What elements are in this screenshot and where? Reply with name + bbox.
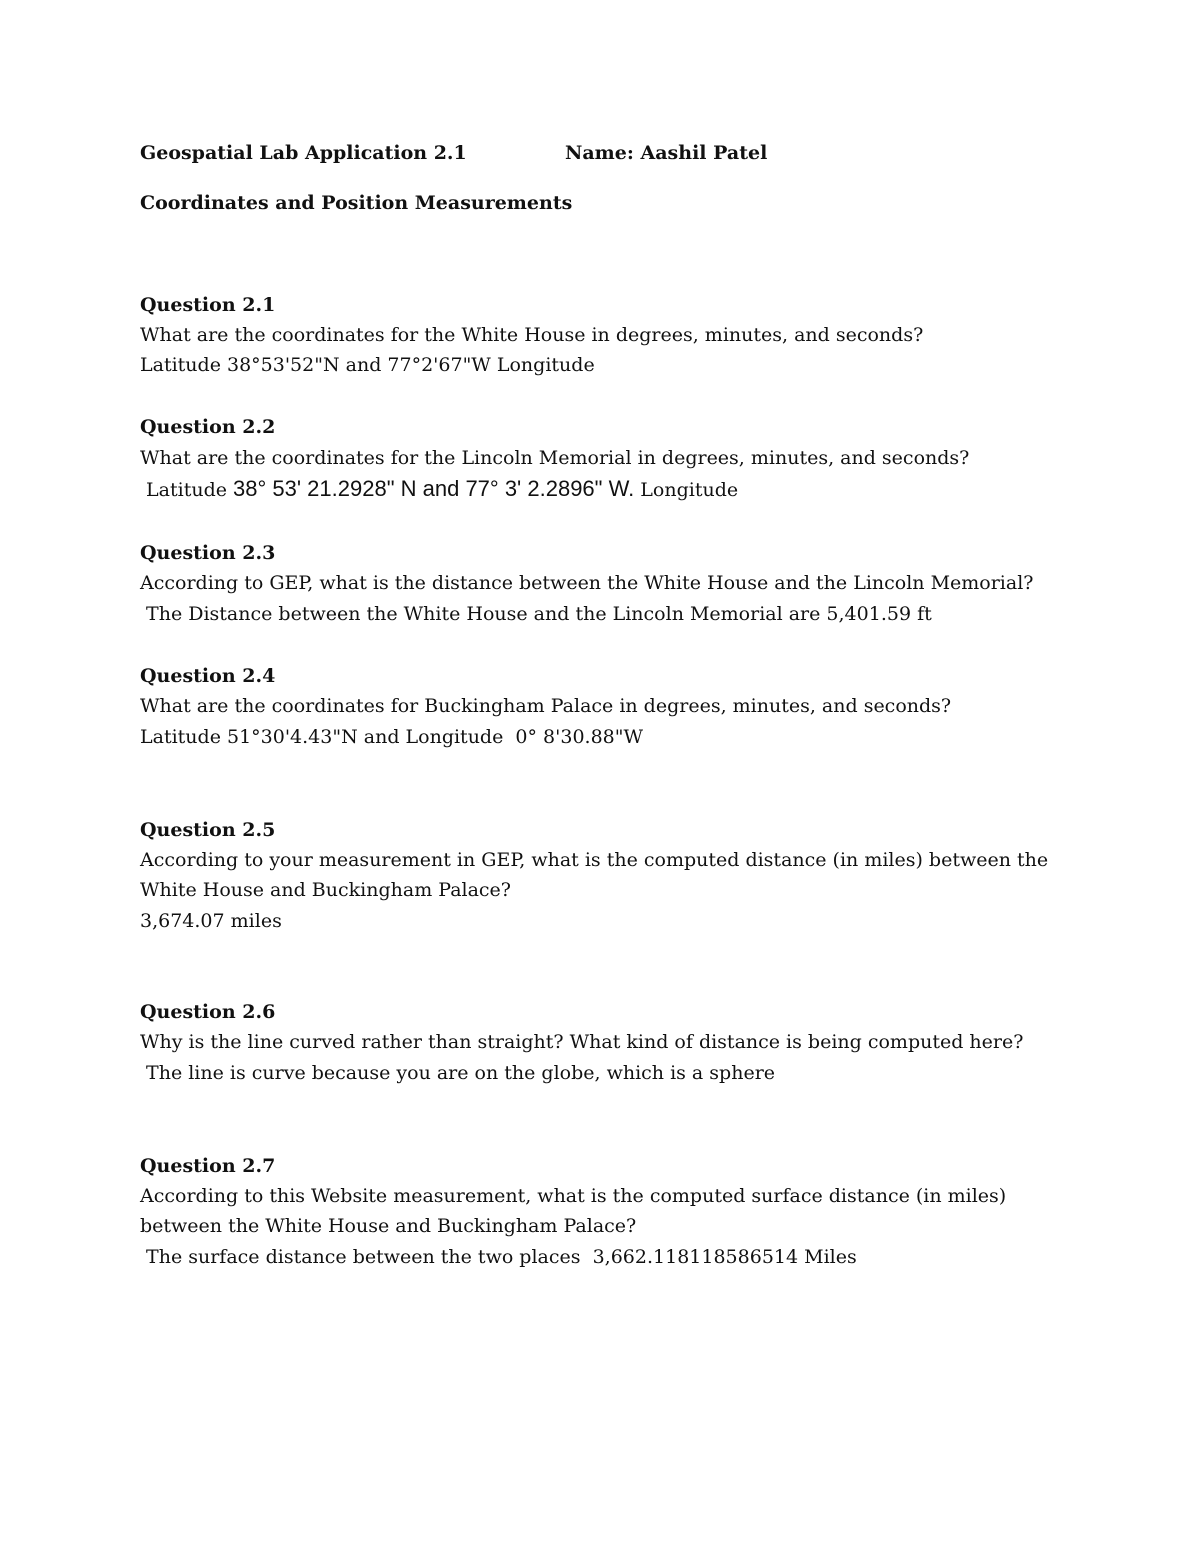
question-2-2-prompt: What are the coordinates for the Lincoln Memorial in degrees, minutes, and seconds? bbox=[140, 447, 970, 469]
question-2-6-answer: The line is curve because you are on the globe, which is a sphere bbox=[140, 1062, 776, 1084]
question-2-7-prompt-line1: According to this Website measurement, what is the computed surface distance (in miles) bbox=[140, 1185, 1007, 1207]
question-2-3-heading: Question 2.3 bbox=[140, 542, 276, 564]
question-2-2-heading: Question 2.2 bbox=[140, 416, 276, 438]
question-2-2-answer-suffix: Longitude bbox=[634, 479, 739, 501]
question-2-3-answer: The Distance between the White House and the Lincoln Memorial are 5,401.59 ft bbox=[140, 603, 932, 625]
question-2-1-prompt: What are the coordinates for the White House in degrees, minutes, and seconds? bbox=[140, 324, 924, 346]
question-2-2-answer-prefix: Latitude bbox=[140, 479, 234, 501]
question-2-7-prompt-line2: between the White House and Buckingham Palace? bbox=[140, 1215, 637, 1237]
question-2-1-answer: Latitude 38°53'52"N and 77°2'67"W Longitude bbox=[140, 354, 595, 376]
lab-title: Geospatial Lab Application 2.1 bbox=[140, 142, 467, 164]
question-2-7-answer: The surface distance between the two places 3,662.118118586514 Miles bbox=[140, 1246, 857, 1268]
question-2-6-heading: Question 2.6 bbox=[140, 1001, 276, 1023]
question-2-4-prompt: What are the coordinates for Buckingham Palace in degrees, minutes, and seconds? bbox=[140, 695, 952, 717]
question-2-1-heading: Question 2.1 bbox=[140, 294, 276, 316]
question-2-6-prompt: Why is the line curved rather than straight? What kind of distance is being computed here? bbox=[140, 1031, 1024, 1053]
question-2-2-answer bbox=[140, 477, 738, 502]
question-2-4-answer: Latitude 51°30'4.43"N and Longitude 0° 8'30.88"W bbox=[140, 726, 644, 748]
document-subtitle: Coordinates and Position Measurements bbox=[140, 192, 573, 214]
question-2-4-heading: Question 2.4 bbox=[140, 665, 276, 687]
question-2-3-prompt: According to GEP, what is the distance between the White House and the Lincoln Memorial? bbox=[140, 572, 1034, 594]
question-2-5-prompt-line2: White House and Buckingham Palace? bbox=[140, 879, 511, 901]
student-name: Name: Aashil Patel bbox=[565, 142, 768, 164]
question-2-5-heading: Question 2.5 bbox=[140, 819, 276, 841]
question-2-2-answer-coords: 38° 53' 21.2928" N and 77° 3' 2.2896" W. bbox=[233, 476, 635, 501]
question-2-7-heading: Question 2.7 bbox=[140, 1155, 276, 1177]
question-2-5-prompt-line1: According to your measurement in GEP, what is the computed distance (in miles) between the bbox=[140, 849, 1049, 871]
question-2-5-answer: 3,674.07 miles bbox=[140, 910, 282, 932]
